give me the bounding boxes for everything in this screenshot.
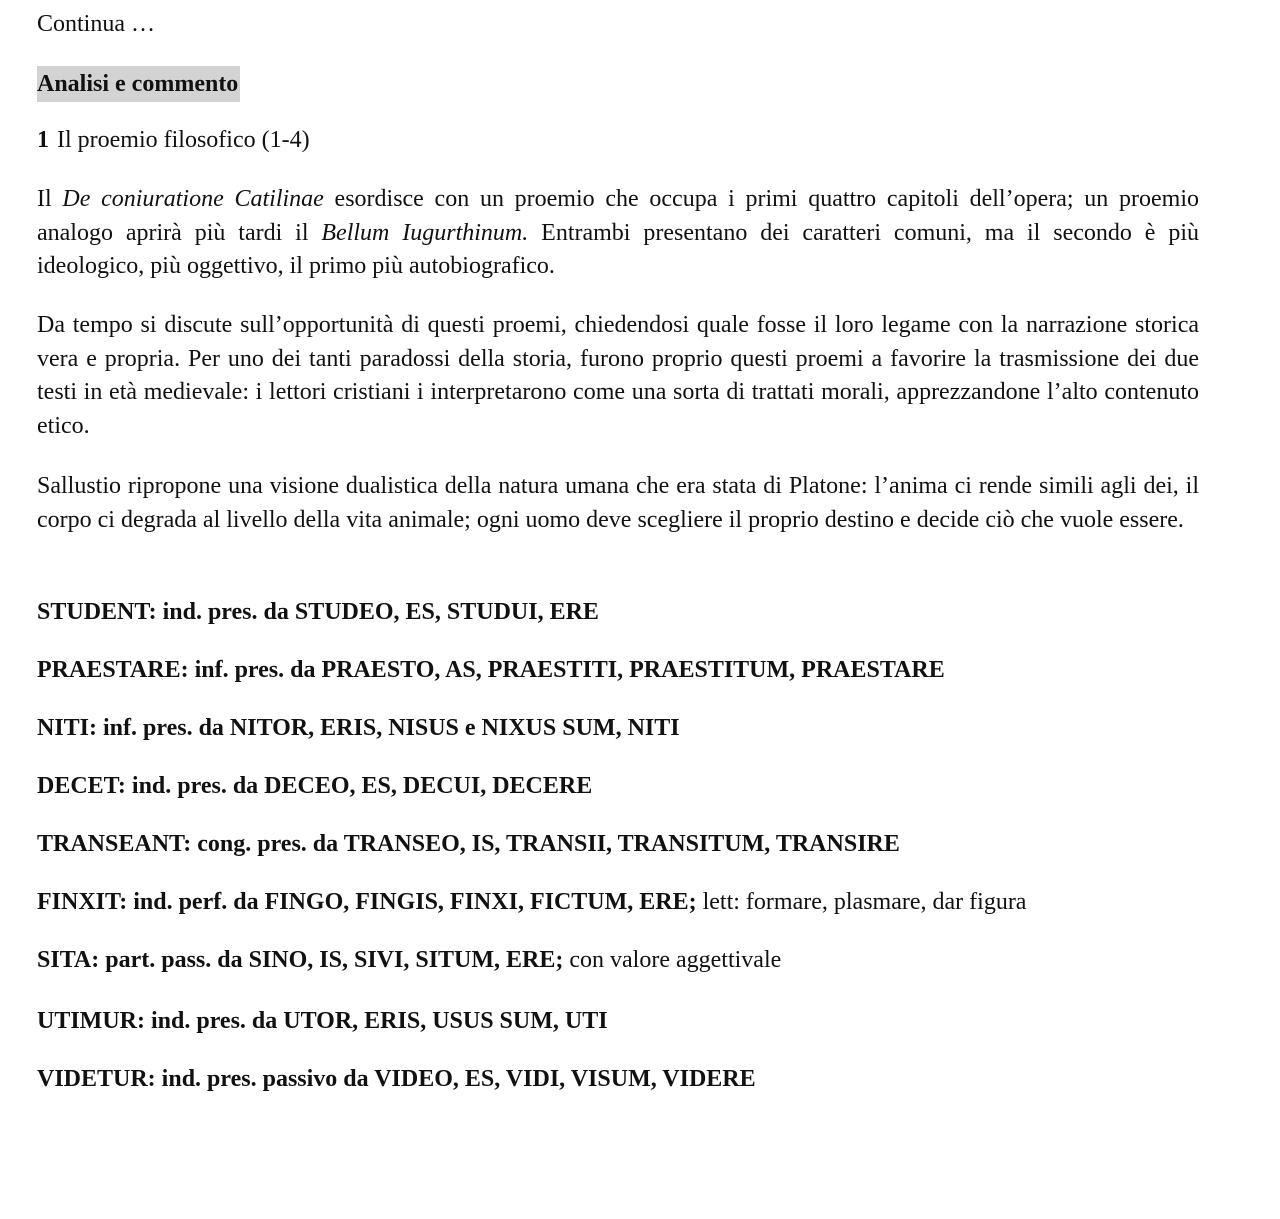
- section-number: 1: [37, 127, 49, 153]
- paragraph-3: Sallustio ripropone una visione dualistica della natura umana che era stata di Platone: l’anima ci rende simili agli dei, il corpo ci degrada al livello della vita animale; ogni uomo deve scegliere il proprio destino e decide ciò che vuole essere.: [37, 473, 1199, 533]
- vocab-entry-term: FINXIT: ind. perf. da FINGO, FINGIS, FINXI, FICTUM, ERE;: [37, 889, 697, 915]
- vocab-entry: [37, 886, 1026, 919]
- vocab-entry-term: NITI: inf. pres. da NITOR, ERIS, NISUS e NIXUS SUM, NITI: [37, 715, 680, 741]
- paragraph-1-italic-title-1: De coniuratione Catilinae: [62, 186, 324, 212]
- paragraph-1: [37, 183, 1199, 284]
- vocab-entry-note: con valore aggettivale: [563, 947, 782, 973]
- continua-text: Continua …: [37, 11, 155, 37]
- paragraph-2: Da tempo si discute sull’opportunità di questi proemi, chiedendosi quale fosse il loro legame con la narrazione storica vera e propria. Per uno dei tanti paradossi della storia, furono proprio questi proemi a favorire la trasmissione dei due testi in età medievale: i lettori cristiani i interpretarono come una sorta di trattati morali, apprezzandone l’alto contenuto etico.: [37, 312, 1199, 439]
- heading-container: [37, 66, 240, 102]
- vocab-entry: [37, 828, 900, 861]
- paragraph-1-part3: Entrambi presentano dei caratteri comuni, ma il secondo è più ideologico, più oggettivo, il primo più autobiografico.: [37, 219, 1199, 279]
- vocab-entry-term: TRANSEANT: cong. pres. da TRANSEO, IS, TRANSII, TRANSITUM, TRANSIRE: [37, 831, 900, 857]
- paragraph-1-italic-title-2: Bellum Iugurthinum.: [321, 219, 529, 246]
- vocab-entry-note: lett: formare, plasmare, dar figura: [696, 889, 1027, 915]
- section-title: [37, 124, 310, 157]
- vocab-entry-term: STUDENT: ind. pres. da STUDEO, ES, STUDUI, ERE: [37, 599, 599, 625]
- vocab-entry-term: SITA: part. pass. da SINO, IS, SIVI, SITUM, ERE;: [37, 947, 564, 973]
- paragraph-1-part1: Il: [37, 186, 63, 212]
- vocab-entry-term: UTIMUR: ind. pres. da UTOR, ERIS, USUS SUM, UTI: [37, 1008, 608, 1034]
- vocab-entry: [37, 596, 599, 629]
- section-heading: Analisi e commento: [37, 66, 240, 102]
- vocab-entry: [37, 1005, 608, 1038]
- vocab-entry-term: PRAESTARE: inf. pres. da PRAESTO, AS, PRAESTITI, PRAESTITUM, PRAESTARE: [37, 657, 945, 683]
- vocab-entry: [37, 654, 945, 687]
- paragraph-1-part2: esordisce con un proemio che occupa i primi quattro capitoli dell’opera; un proemio analogo aprirà più tardi il: [37, 186, 1199, 246]
- vocab-entry: [37, 944, 781, 977]
- vocab-entry: [37, 1063, 756, 1096]
- vocab-entry: [37, 712, 680, 745]
- section-title-text: Il proemio filosofico (1-4): [57, 127, 310, 153]
- vocab-entry-term: DECET: ind. pres. da DECEO, ES, DECUI, DECERE: [37, 773, 593, 799]
- vocab-entry: [37, 770, 592, 803]
- vocab-entry-term: VIDETUR: ind. pres. passivo da VIDEO, ES, VIDI, VISUM, VIDERE: [37, 1066, 756, 1092]
